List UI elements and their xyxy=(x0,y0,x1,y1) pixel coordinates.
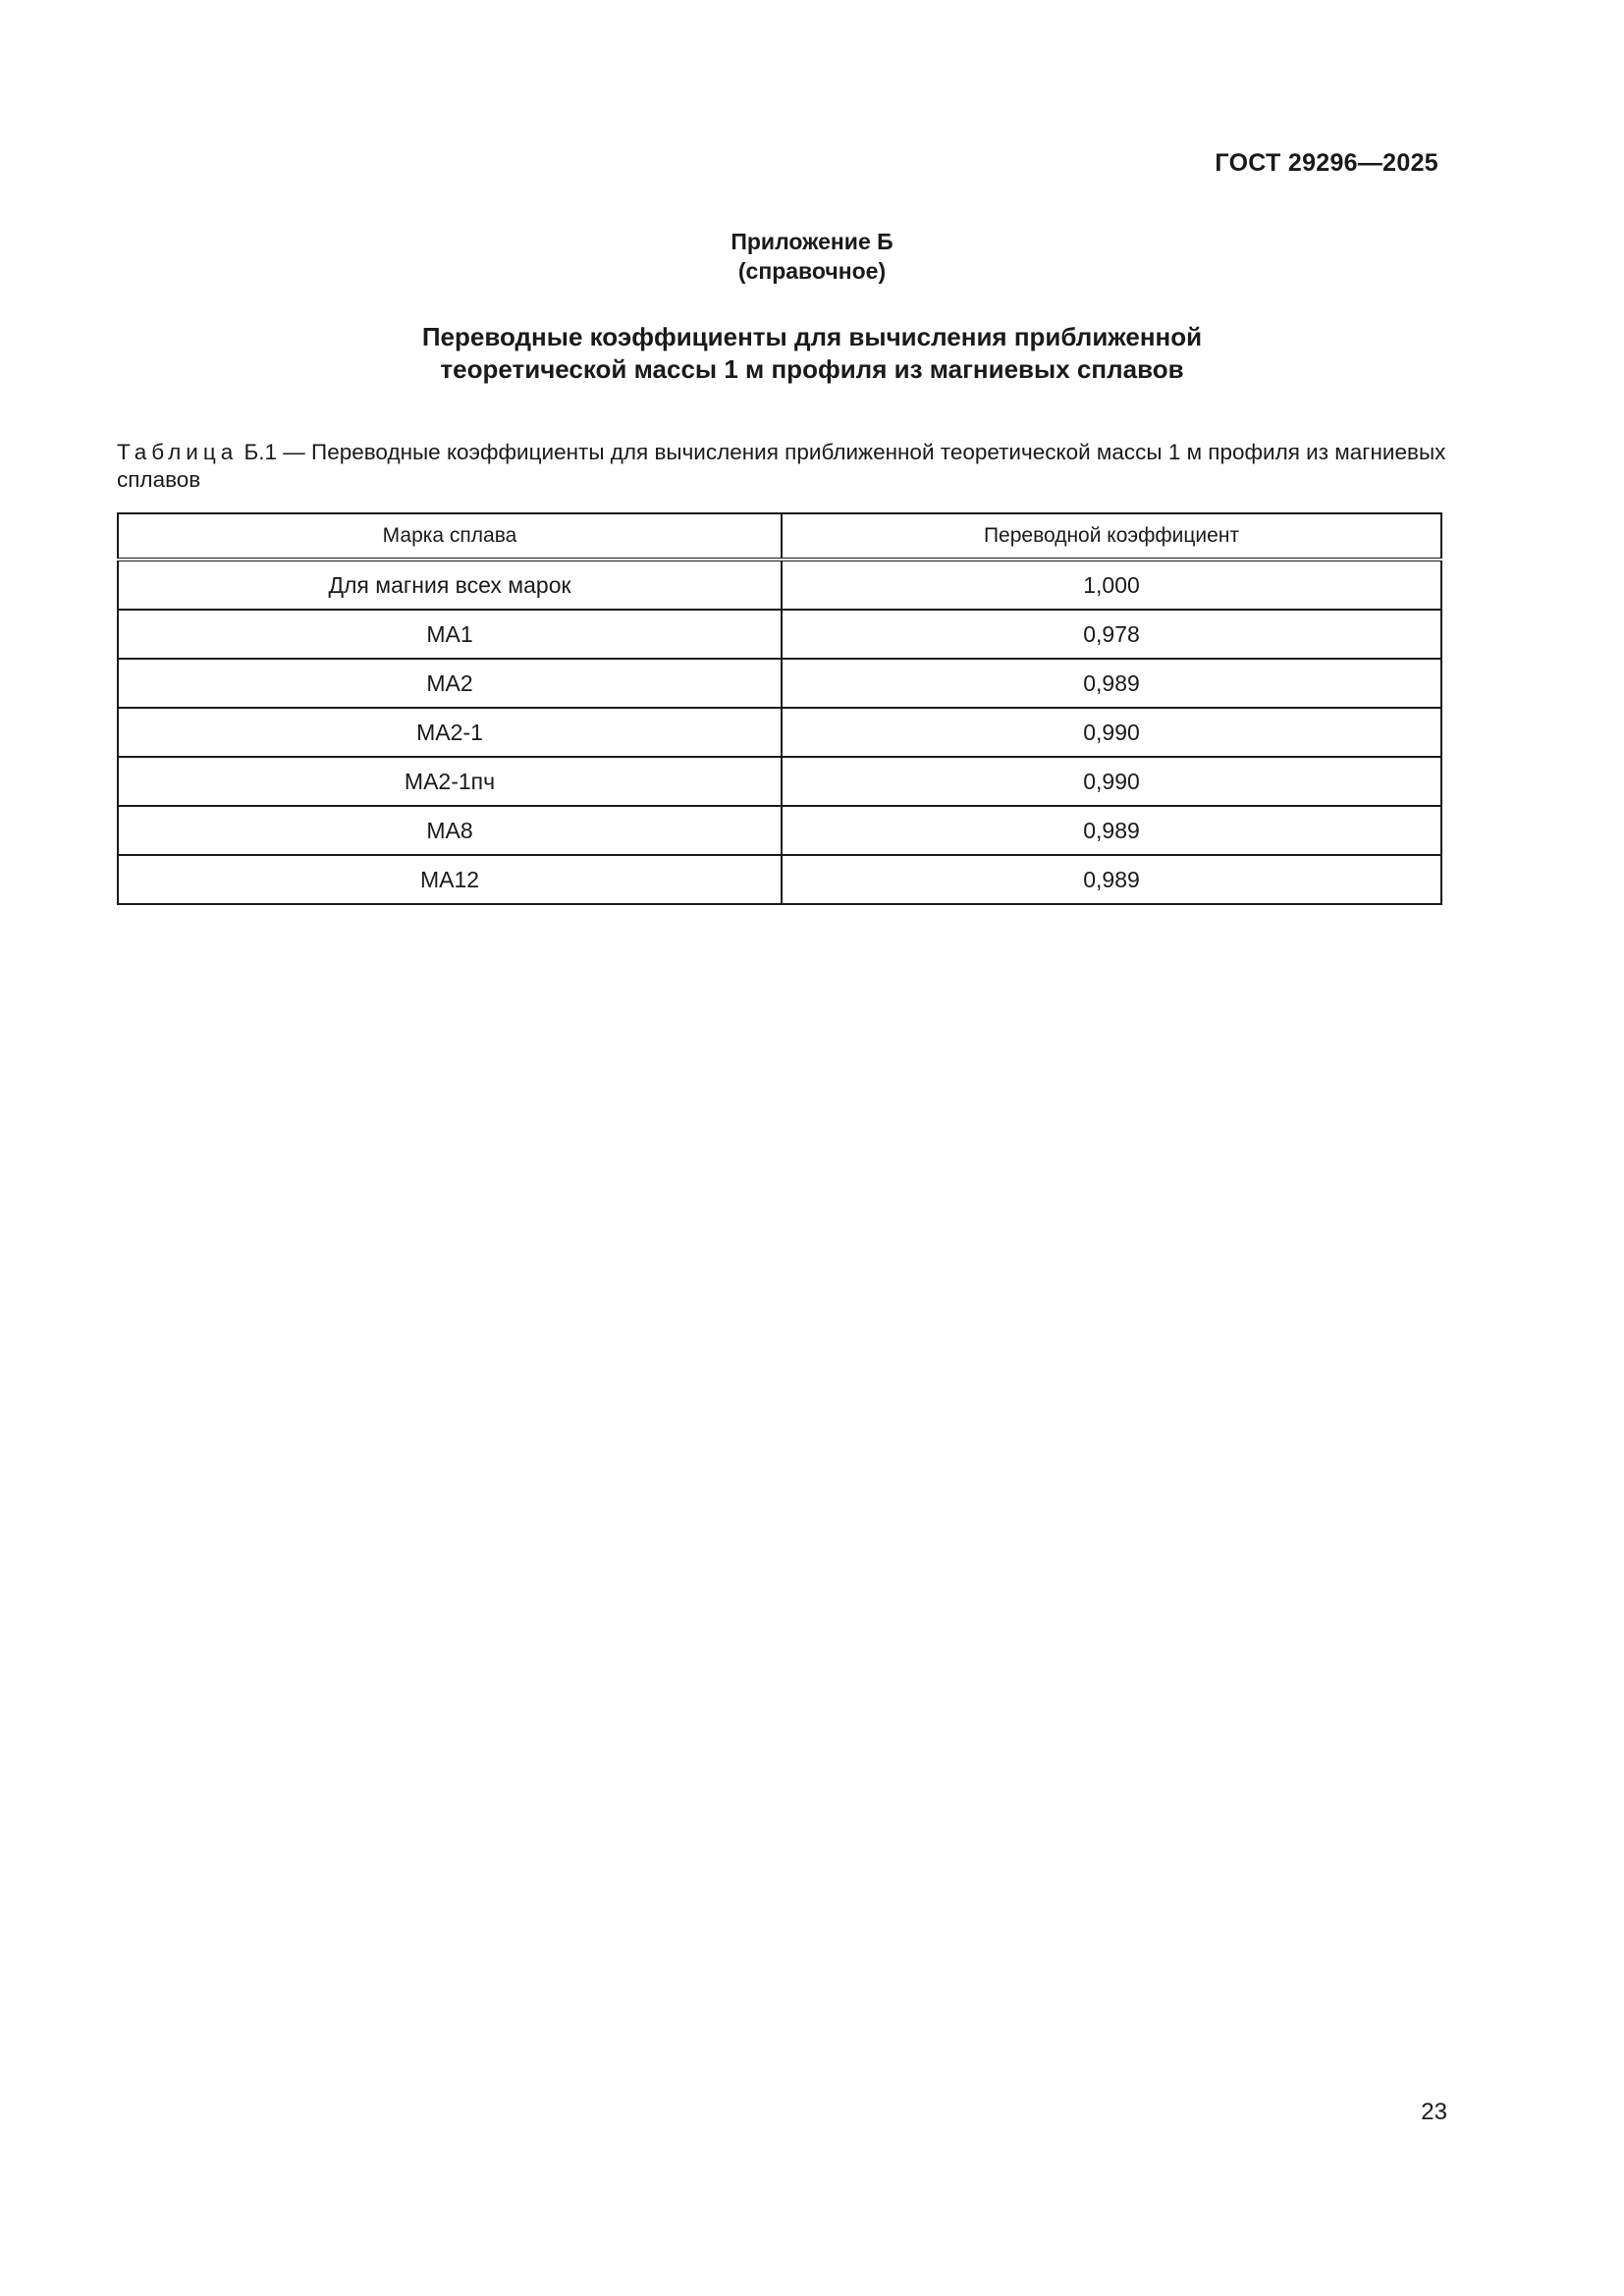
table-row xyxy=(118,708,1441,757)
alloy-grade-cell: МА2-1 xyxy=(118,708,782,757)
appendix-subtitle: (справочное) xyxy=(737,258,887,284)
table-row xyxy=(118,855,1441,904)
document-code: ГОСТ 29296—2025 xyxy=(1215,149,1438,177)
coefficient-cell: 0,989 xyxy=(782,855,1441,904)
coefficient-cell: 0,990 xyxy=(782,757,1441,806)
table-caption xyxy=(117,439,1448,494)
table-row xyxy=(118,560,1441,610)
table-row xyxy=(118,757,1441,806)
column-header-alloy-grade: Марка сплава xyxy=(118,513,782,560)
table-caption-prefix: Таблица xyxy=(117,440,239,464)
alloy-grade-cell: МА1 xyxy=(118,610,782,659)
alloy-grade-cell: МА8 xyxy=(118,806,782,855)
coefficient-cell: 0,978 xyxy=(782,610,1441,659)
coefficients-table xyxy=(117,512,1442,905)
coefficient-cell: 0,989 xyxy=(782,659,1441,708)
coefficient-cell: 0,990 xyxy=(782,708,1441,757)
appendix-heading-line-2: теоретической массы 1 м профиля из магниевых сплавов xyxy=(440,354,1184,384)
alloy-grade-cell: МА2 xyxy=(118,659,782,708)
column-header-coefficient: Переводной коэффициент xyxy=(782,513,1441,560)
alloy-grade-cell: Для магния всех марок xyxy=(118,560,782,610)
appendix-title: Приложение Б xyxy=(731,229,893,254)
coefficient-cell: 0,989 xyxy=(782,806,1441,855)
table-row xyxy=(118,659,1441,708)
table-header-row xyxy=(118,513,1441,560)
table-row xyxy=(118,806,1441,855)
appendix-heading xyxy=(0,321,1624,386)
table-row xyxy=(118,610,1441,659)
table-caption-text: Б.1 — Переводные коэффициенты для вычисления приближенной теоретической массы 1 м профиля из магниевых сплавов xyxy=(117,440,1446,492)
appendix-heading-line-1: Переводные коэффициенты для вычисления приближенной xyxy=(421,322,1203,351)
page-number: 23 xyxy=(1421,2099,1447,2125)
alloy-grade-cell: МА12 xyxy=(118,855,782,904)
alloy-grade-cell: МА2-1пч xyxy=(118,757,782,806)
coefficient-cell: 1,000 xyxy=(782,560,1441,610)
